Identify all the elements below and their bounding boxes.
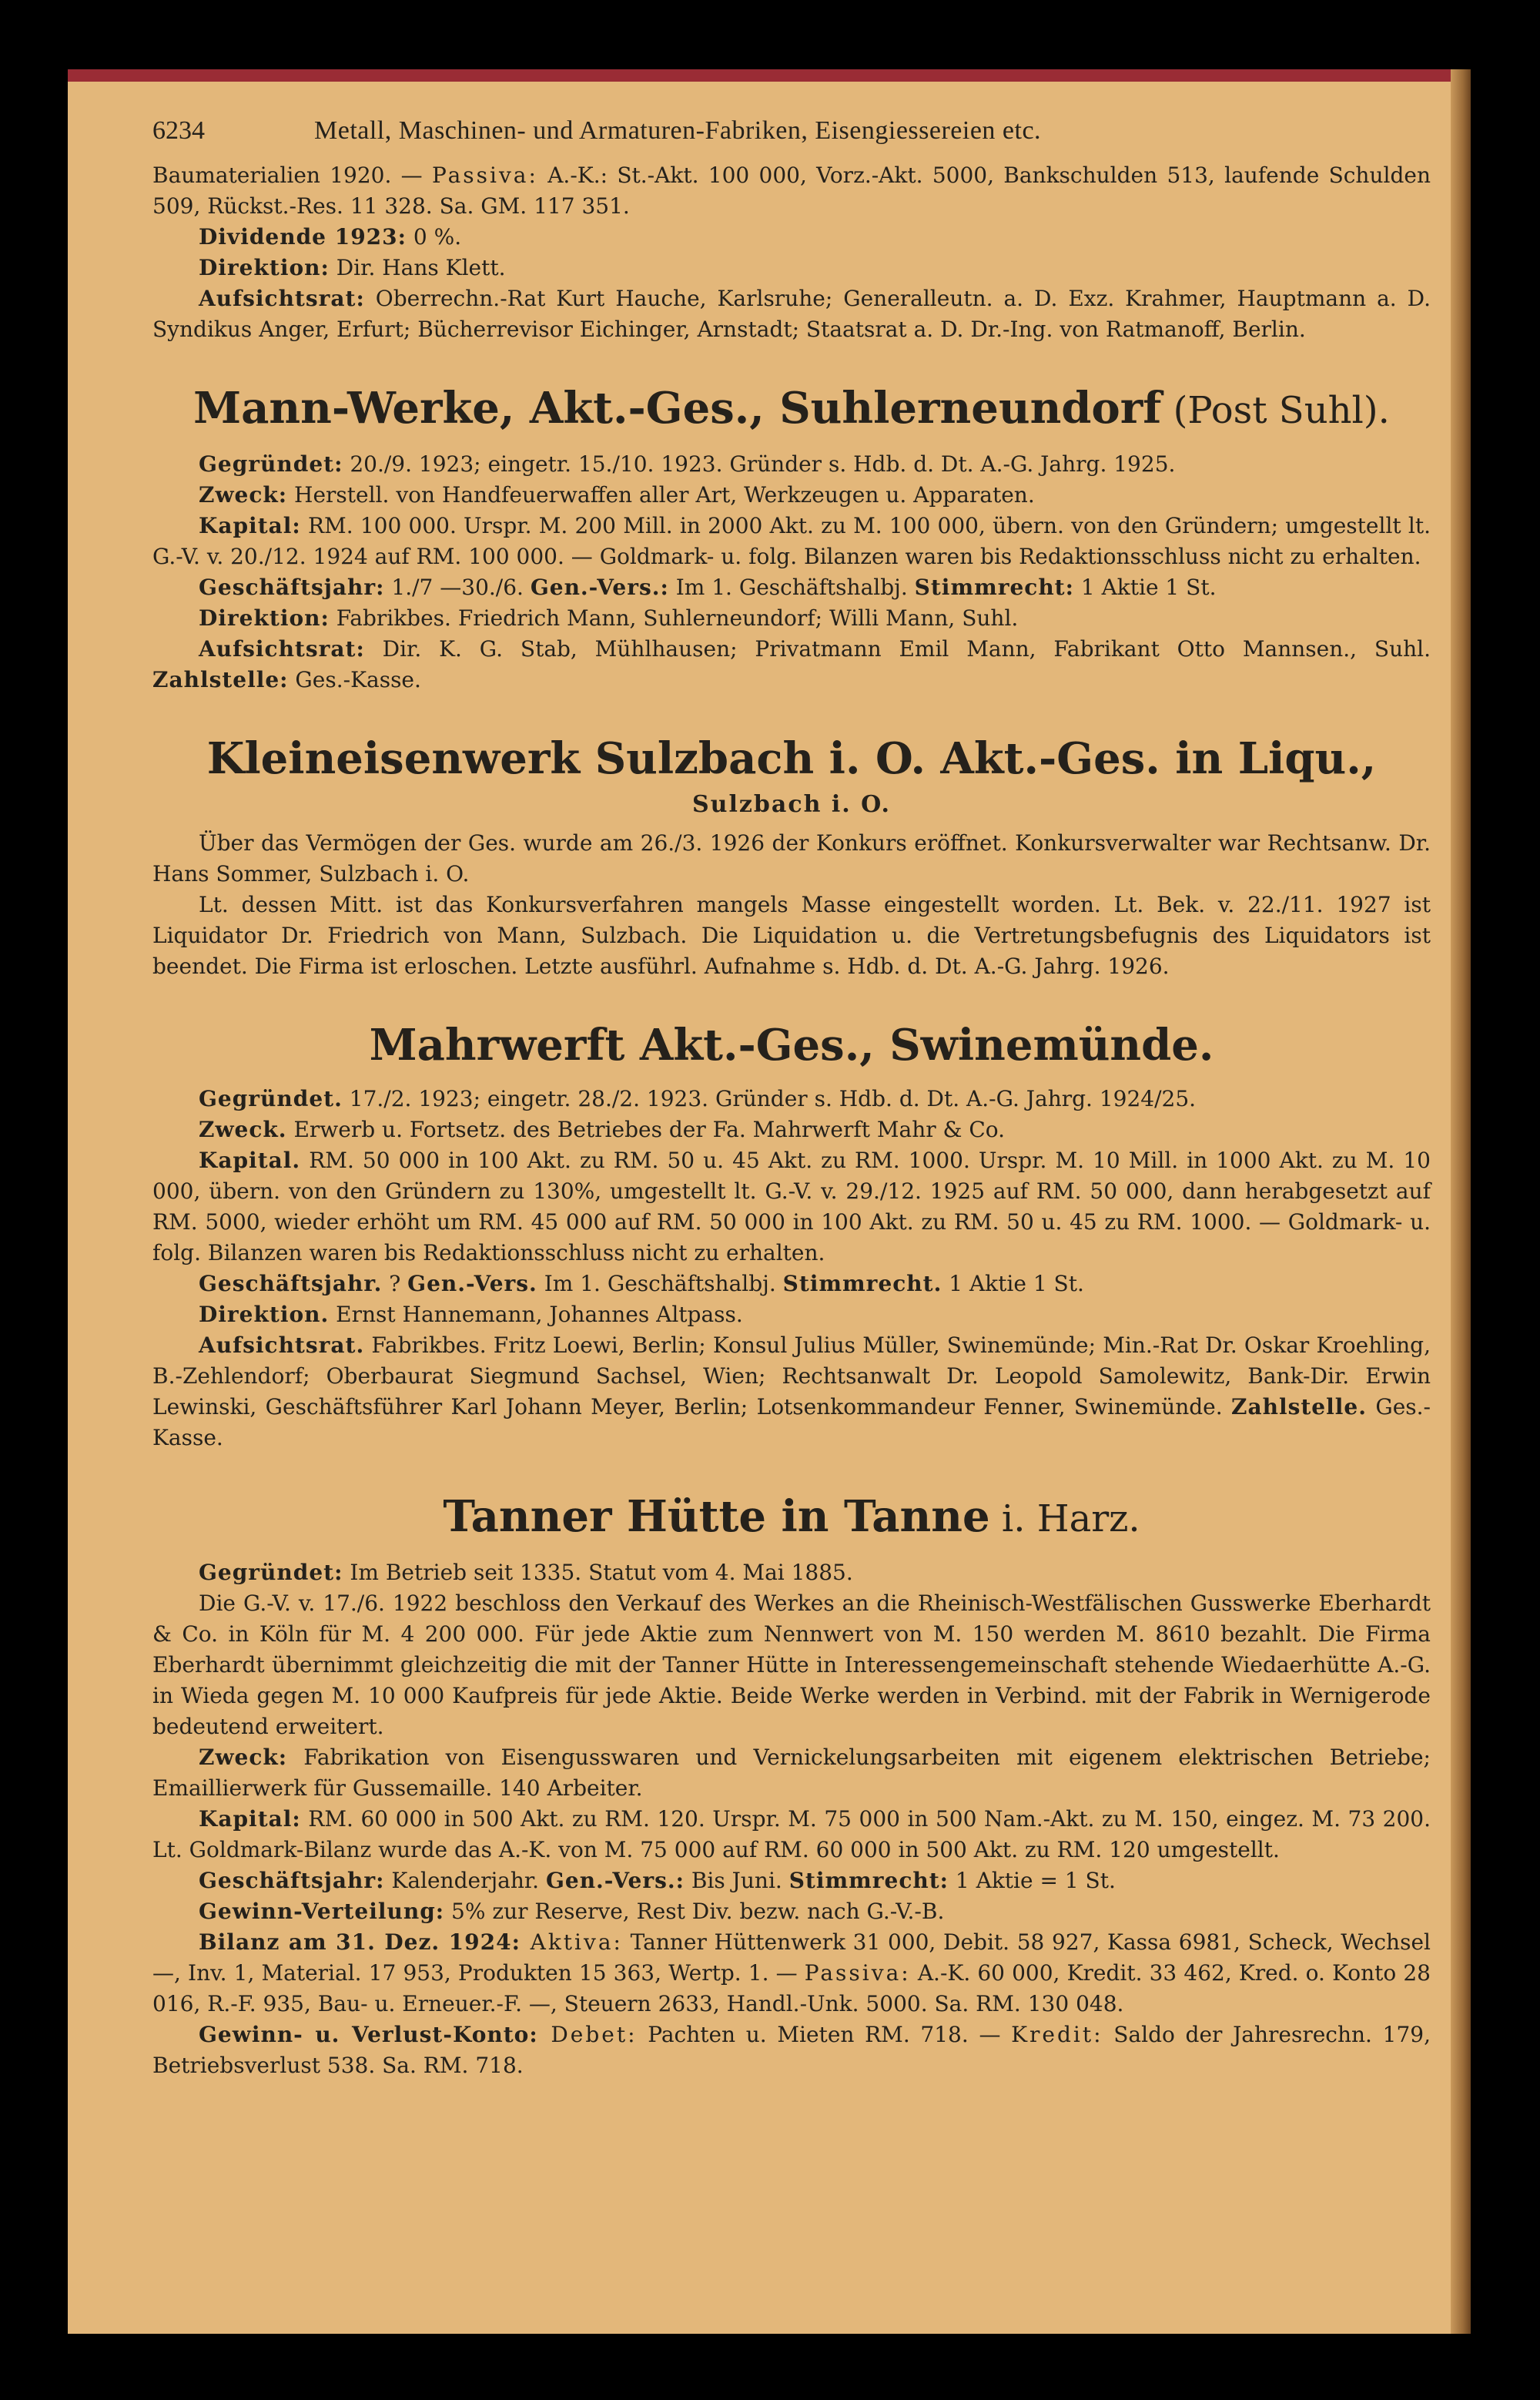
geschaeftsjahr-value: ? [382,1271,408,1296]
entry-mahrwerft [152,1017,1431,1453]
gewinn-verteilung-label: Gewinn-Verteilung: [199,1899,445,1924]
company-name: Tanner Hütte in Tanne [443,1491,990,1542]
zweck-label: Zweck: [199,482,288,508]
direktion-label: Direktion. [199,1302,330,1327]
konkurs-paragraph: Über das Vermögen der Ges. wurde am 26./3. 1926 der Konkurs eröffnet. Konkursverwalter war Rechtsanw. Dr. Hans Sommer, Sulzbach i. O. [152,830,1431,887]
company-title: Mahrwerft Akt.-Ges., Swinemünde. [369,1020,1214,1071]
geschaeftsjahr-line [152,572,1431,603]
gen-vers-label: Gen.-Vers. [407,1271,537,1296]
company-name: Mann-Werke, Akt.-Ges., Suhlerneundorf [193,383,1162,434]
gewinn-verteilung-value: 5% zur Reserve, Rest Div. bezw. nach G.-V.-B. [444,1899,945,1924]
company-subtitle: (Post Suhl). [1161,389,1390,432]
aufsichtsrat-value: Oberrechn.-Rat Kurt Hauche, Karlsruhe; Generalleutn. a. D. Exz. Krahmer, Hauptmann a. D. Syndikus Anger, Erfurt; Bücherrevisor Eichinger, Arnstadt; Staatsrat a. D. Dr.-Ing. von Ratmanoff, Berlin. [152,286,1431,342]
kapital [152,511,1431,572]
gegruendet-value: Im Betrieb seit 1335. Statut vom 4. Mai 1885. [343,1560,853,1585]
company-title [152,380,1431,438]
stimmrecht-value: 1 Aktie 1 St. [942,1271,1084,1296]
kredit-label: Kredit: [1011,2022,1103,2047]
prev-passiva-label: Passiva: [431,163,538,188]
bilanz-label: Bilanz am 31. Dez. 1924: [199,1929,521,1955]
gen-vers-value: Im 1. Geschäftshalbj. [537,1271,783,1296]
prev-l1: Baumaterialien 1920. — [152,163,432,188]
dividende-value: 0 %. [406,224,462,250]
gen-vers-value: Bis Juni. [684,1868,789,1893]
zahlstelle-value: Ges.-Kasse. [152,1394,1431,1450]
gegruendet-label: Gegründet. [199,1086,343,1111]
stimmrecht-value: 1 Aktie = 1 St. [949,1868,1116,1893]
gegruendet [152,1084,1431,1115]
entry-tanner-huette [152,1489,1431,2081]
book-page [68,69,1471,2334]
zweck [152,1742,1431,1804]
zahlstelle-value: Ges.-Kasse. [288,667,421,692]
aufsichtsrat-label: Aufsichtsrat. [199,1332,365,1358]
gegruendet [152,449,1431,480]
debet-label: Debet: [537,2022,638,2047]
bilanz [152,1927,1431,2020]
zahlstelle-label: Zahlstelle: [152,667,289,692]
kapital-value: RM. 60 000 in 500 Akt. zu RM. 120. Urspr. M. 75 000 in 500 Nam.-Akt. zu M. 150, eingez. M. 73 200. Lt. Goldmark-Bilanz wurde das A.-K. von M. 75 000 auf RM. 60 000 in 500 Akt. zu RM. 120 umgestellt. [152,1806,1431,1862]
gen-vers-label: Gen.-Vers.: [545,1868,685,1893]
stimmrecht-label: Stimmrecht: [788,1868,949,1893]
prev-direktion [152,253,1431,283]
prev-balance-text [152,160,1431,222]
kapital [152,1145,1431,1269]
zweck [152,1115,1431,1145]
geschaeftsjahr-line [152,1865,1431,1896]
kapital-label: Kapital: [199,513,301,538]
aufsichtsrat [152,634,1431,696]
direktion-label: Direktion: [199,605,330,631]
zweck [152,480,1431,511]
kapital-value: RM. 50 000 in 100 Akt. zu RM. 50 u. 45 Akt. zu RM. 1000. Urspr. M. 10 Mill. in 1000 Akt. zu M. 10 000, übern. von den Gründern zu 130%, umgestellt lt. G.-V. v. 29./12. 1925 auf RM. 50 000, dann herabgesetzt auf RM. 5000, wieder erhöht um RM. 45 000 auf RM. 50 000 in 100 Akt. zu RM. 50 u. 45 zu RM. 1000. — Goldmark- u. folg. Bilanzen waren bis Redaktionsschluss nicht zu erhalten. [152,1148,1431,1265]
direktion [152,603,1431,634]
aktiva-label: Aktiva: [520,1929,623,1955]
zweck-value: Herstell. von Handfeuerwaffen aller Art, Werkzeugen u. Apparaten. [287,482,1035,508]
gewinn-verteilung [152,1896,1431,1927]
geschaeftsjahr-label: Geschäftsjahr. [199,1271,383,1296]
company-subtitle: i. Harz. [989,1497,1140,1540]
company-title [152,1489,1431,1547]
zweck-value: Fabrikation von Eisengusswaren und Vernickelungsarbeiten mit eigenem elektrischen Betriebe; Emaillierwerk für Gussemaille. 140 Arbeiter. [152,1745,1431,1801]
aufsichtsrat-label: Aufsichtsrat: [199,286,365,311]
direktion-value: Dir. Hans Klett. [329,255,506,280]
company-title: Kleineisenwerk Sulzbach i. O. Akt.-Ges. in Liqu., [206,733,1377,784]
company-place: Sulzbach i. O. [692,791,891,818]
guv-kredit: Saldo der Jahresrechn. 179, Betriebsverlust 538. Sa. RM. 718. [152,2022,1431,2078]
gegruendet-label: Gegründet: [199,451,343,477]
bilanz-passiva: A.-K. 60 000, Kredit. 33 462, Kred. o. Konto 28 016, R.-F. 935, Bau- u. Erneuer.-F. —, Steuern 2633, Handl.-Unk. 5000. Sa. RM. 130 048. [152,1960,1431,2016]
zweck-label: Zweck: [199,1745,288,1770]
gegruendet [152,1557,1431,1588]
geschaeftsjahr-label: Geschäftsjahr: [199,1868,385,1893]
history-paragraph: Die G.-V. v. 17./6. 1922 beschloss den Verkauf des Werkes an die Rheinisch-Westfälischen Gusswerke Eberhardt & Co. in Köln für M. 4 200 000. Für jede Aktie zum Nennwert von M. 150 werden M. 8610 bezahlt. Die Firma Eberhardt übernimmt gleichzeitig die mit der Tanner Hütte in Interessengemeinschaft stehende Wiedaerhütte A.-G. in Wieda gegen M. 10 000 Kaufpreis für jede Aktie. Beide Werke werden in Verbind. mit der Fabrik in Wernigerode bedeutend erweitert. [152,1591,1431,1739]
gewinn-verlust-konto [152,2020,1431,2081]
kapital [152,1804,1431,1865]
gegruendet-label: Gegründet: [199,1560,343,1585]
page-number: 6234 [152,116,205,145]
zweck-value: Erwerb u. Fortsetz. des Betriebes der Fa. Mahrwerft Mahr & Co. [286,1117,1006,1142]
entry-kleineisenwerk-sulzbach [152,731,1431,982]
prev-l2: laufende Schulden 509, Rückst.-Res. 11 328. Sa. GM. 117 351. [152,163,1431,219]
stimmrecht-value: 1 Aktie 1 St. [1073,575,1217,600]
running-head [152,116,1431,146]
aufsichtsrat-value: Dir. K. G. Stab, Mühlhausen; Privatmann Emil Mann, Fabrikant Otto Mannsen., Suhl. [364,636,1431,662]
stimmrecht-label: Stimmrecht: [914,575,1074,600]
gegruendet-value: 20./9. 1923; eingetr. 15./10. 1923. Gründer s. Hdb. d. Dt. A.-G. Jahrg. 1925. [343,451,1176,477]
direktion-value: Fabrikbes. Friedrich Mann, Suhlerneundorf; Willi Mann, Suhl. [329,605,1019,631]
gen-vers-label: Gen.-Vers.: [530,575,669,600]
aufsichtsrat-value: Fabrikbes. Fritz Loewi, Berlin; Konsul Julius Müller, Swinemünde; Min.-Rat Dr. Oskar Kroehling, B.-Zehlendorf; Oberbaurat Siegmund Sachsel, Wien; Rechtsanwalt Dr. Leopold Samolewitz, Bank-Dir. Erwin Lewinski, Geschäftsführer Karl Johann Meyer, Berlin; Lotsenkommandeur Fenner, Swinemünde. [152,1332,1431,1420]
dividende-label: Dividende 1923: [199,224,407,250]
running-title: Metall, Maschinen- und Armaturen-Fabriken, Eisengiessereien etc. [314,116,1042,145]
geschaeftsjahr-value: 1./7 —30./6. [384,575,531,600]
bilanz-aktiva: Tanner Hüttenwerk 31 000, Debit. 58 927, Kassa 6981, Scheck, Wechsel —, Inv. 1, Material. 17 953, Produkten 15 363, Wertp. 1. — [152,1929,1431,1986]
kapital-label: Kapital: [199,1806,301,1832]
page-content [152,116,1431,2081]
aufsichtsrat-label: Aufsichtsrat: [199,636,365,662]
stimmrecht-label: Stimmrecht. [782,1271,942,1296]
direktion [152,1299,1431,1330]
direktion-value: Ernst Hannemann, Johannes Altpass. [329,1302,743,1327]
kapital-label: Kapital. [199,1148,301,1173]
gen-vers-value: Im 1. Geschäftshalbj. [668,575,915,600]
prev-aufsichtsrat [152,283,1431,345]
aufsichtsrat [152,1330,1431,1453]
kapital-value: RM. 100 000. Urspr. M. 200 Mill. in 2000 Akt. zu M. 100 000, übern. von den Gründern; umgestellt lt. G.-V. v. 20./12. 1924 auf RM. 100 000. — Goldmark- u. folg. Bilanzen waren bis Redaktionsschluss nicht zu erhalten. [152,513,1431,569]
prev-l1b: A.-K.: St.-Akt. 100 000, Vorz.-Akt. 5000, Bankschulden 513, [537,163,1215,188]
geschaeftsjahr-value: Kalenderjahr. [384,1868,546,1893]
guv-debet: Pachten u. Mieten RM. 718. — [637,2022,1012,2047]
entry-previous-continued [152,160,1431,345]
direktion-label: Direktion: [199,255,330,280]
geschaeftsjahr-label: Geschäftsjahr: [199,575,385,600]
geschaeftsjahr-line [152,1269,1431,1299]
prev-dividende [152,222,1431,253]
liquidation-paragraph: Lt. dessen Mitt. ist das Konkursverfahren mangels Masse eingestellt worden. Lt. Bek. v. 22./11. 1927 ist Liquidator Dr. Friedrich von Mann, Sulzbach. Die Liquidation u. die Vertretungsbefugnis des Liquidators ist beendet. Die Firma ist erloschen. Letzte ausführl. Aufnahme s. Hdb. d. Dt. A.-G. Jahrg. 1926. [152,892,1431,979]
page-right-edge [1451,69,1471,2334]
gegruendet-value: 17./2. 1923; eingetr. 28./2. 1923. Gründer s. Hdb. d. Dt. A.-G. Jahrg. 1924/25. [342,1086,1197,1111]
guv-label: Gewinn- u. Verlust-Konto: [199,2022,538,2047]
entry-mann-werke [152,380,1431,696]
zahlstelle-label: Zahlstelle. [1231,1394,1367,1420]
passiva-label: Passiva: [804,1960,911,1986]
zweck-label: Zweck. [199,1117,287,1142]
page-top-edge [68,69,1471,82]
